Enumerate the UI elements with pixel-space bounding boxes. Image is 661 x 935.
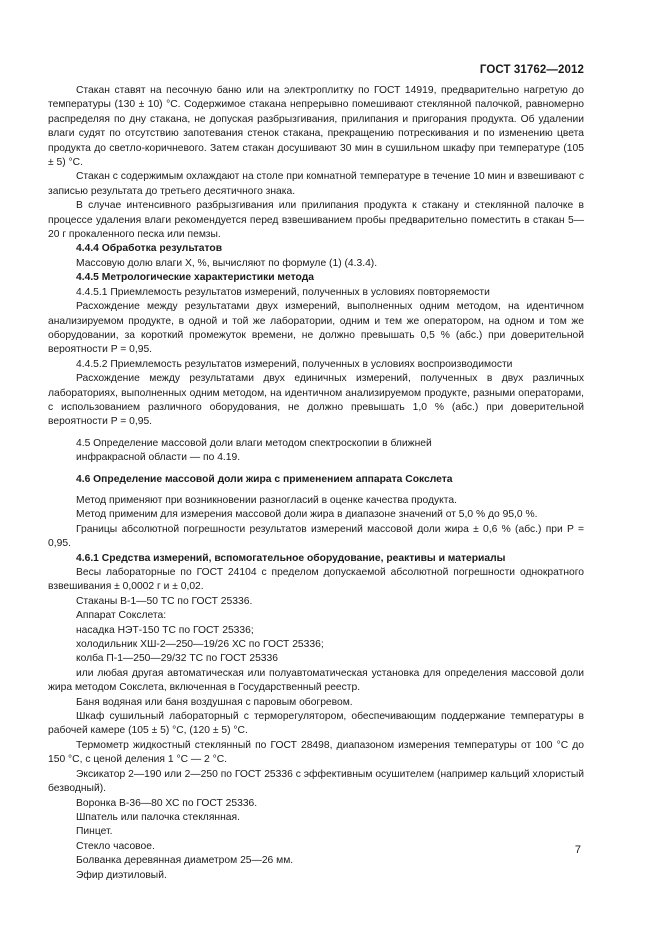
list-item: Баня водяная или баня воздушная с паровым обогревом.: [76, 696, 353, 708]
paragraph: Весы лабораторные по ГОСТ 24104 с пределом допускаемой абсолютной погрешности однократного взвешивания ± 0,0002 г и ± 0,02.: [48, 567, 584, 593]
paragraph: Стакан ставят на песочную баню или на электроплитку по ГОСТ 14919, предварительно нагретую до температуры (130 ± 10) °C. Содержимое стакана непрерывно помешивают стеклянной палочкой, равномерно распределяя по дну стакана, не допуская разбрызгивания, прилипания и пригорания продукта. Об удалении влаги судят по отсутствию запотевания стенок стакана, прекращению потрескивания и по изменению цвета продукта до светло-коричневого. Затем стакан досушивают 30 мин в сушильном шкафу при температуре (105 ± 5) °C.: [48, 85, 584, 169]
paragraph: Расхождение между результатами двух измерений, выполненных одним методом, на идентичном анализируемом продукте, в одной и той же лаборатории, одним и тем же оператором, на одном и том же оборудовании, за короткий промежуток времени, не должно превышать 0,5 % (абс.) при доверительной вероятности P = 0,95.: [48, 301, 584, 356]
paragraph: Эксикатор 2—190 или 2—250 по ГОСТ 25336 с эффективным осушителем (например кальций хлористый безводный).: [48, 768, 584, 795]
list-item: Аппарат Сокслета:: [76, 610, 167, 622]
paragraph: В случае интенсивного разбрызгивания или прилипания продукта к стакану и стеклянной палочке в процессе удаления влаги рекомендуется перед взвешиванием пробы предварительно поместить в стакан 5—20 г прокаленного песка или пемзы.: [48, 200, 584, 241]
list-item: холодильник ХШ-2—250—19/26 ХС по ГОСТ 25336;: [76, 639, 324, 651]
list-item: колба П-1—250—29/32 ТС по ГОСТ 25336: [76, 653, 278, 665]
section-heading: 4.4.5 Метрологические характеристики метода: [76, 272, 314, 284]
list-item: Эфир диэтиловый.: [76, 869, 167, 881]
document-code: ГОСТ 31762—2012: [479, 64, 584, 76]
subsection-heading: 4.4.5.2 Приемлемость результатов измерений, полученных в условиях воспроизводимости: [76, 358, 513, 370]
paragraph: Термометр жидкостный стеклянный по ГОСТ 28498, диапазоном измерения температуры от 100 °C до 150 °C, с ценой деления 1 °C — 2 °C.: [48, 739, 584, 766]
list-item: Воронка В-36—80 ХС по ГОСТ 25336.: [76, 797, 258, 809]
list-item: насадка НЭТ-150 ТС по ГОСТ 25336;: [76, 624, 254, 636]
section-heading: 4.6 Определение массовой доли жира с применением аппарата Сокслета: [76, 473, 453, 485]
page-number: 7: [574, 844, 581, 856]
paragraph: Границы абсолютной погрешности результатов измерений массовой доли жира ± 0,6 % (абс.) при P = 0,95.: [48, 523, 584, 550]
list-item: Стаканы В-1—50 ТС по ГОСТ 25336.: [76, 595, 253, 607]
paragraph: Шкаф сушильный лабораторный с терморегулятором, обеспечивающим поддержание температуры в рабочей камере (105 ± 5) °C, (120 ± 5) °C.: [48, 711, 584, 737]
list-item: Болванка деревянная диаметром 25—26 мм.: [76, 855, 294, 867]
document-body: [48, 84, 584, 883]
paragraph: Массовую долю влаги X, %, вычисляют по формуле (1) (4.3.4).: [76, 257, 378, 269]
section-heading: 4.4.4 Обработка результатов: [76, 243, 223, 255]
section-item: 4.5 Определение массовой доли влаги методом спектроскопии в ближней инфракрасной области — по 4.19.: [76, 437, 432, 464]
paragraph: или любая другая автоматическая или полуавтоматическая установка для определения массовой доли жира методом Сокслета, включенная в Государственный реестр.: [48, 667, 584, 694]
paragraph: Метод применим для измерения массовой доли жира в диапазоне значений от 5,0 % до 95,0 %.: [76, 509, 538, 521]
list-item: Шпатель или палочка стеклянная.: [76, 811, 240, 823]
paragraph: Метод применяют при возникновении разногласий в оценке качества продукта.: [76, 494, 457, 506]
paragraph: Расхождение между результатами двух единичных измерений, полученных в двух различных лабораториях, выполненных одним методом, на идентичном анализируемом продукте, разными операторами, с использованием различного оборудования, не должно превышать 1,0 % (абс.) при доверительной вероятности P = 0,95.: [48, 373, 584, 428]
list-item: Пинцет.: [76, 826, 113, 838]
list-item: Стекло часовое.: [76, 840, 155, 852]
subsection-heading: 4.4.5.1 Приемлемость результатов измерений, полученных в условиях повторяемости: [76, 286, 490, 298]
paragraph: Стакан с содержимым охлаждают на столе при комнатной температуре в течение 10 мин и взвешивают с записью результата до третьего десятичного знака.: [48, 171, 584, 197]
section-heading: 4.6.1 Средства измерений, вспомогательное оборудование, реактивы и материалы: [76, 552, 506, 564]
